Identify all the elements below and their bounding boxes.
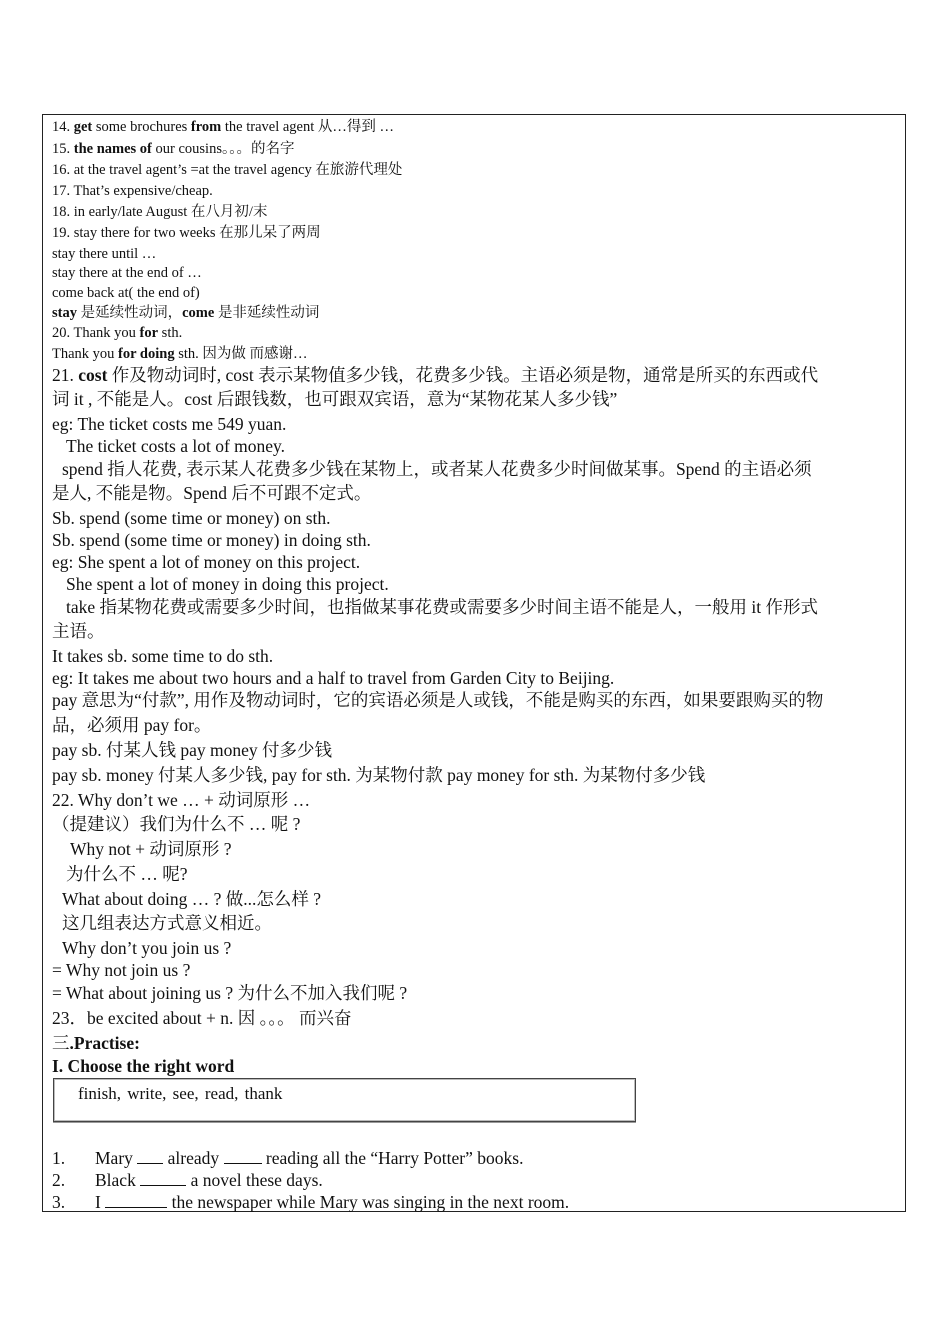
note-21-line1: 21. cost 作及物动词时, cost 表示某物值多少钱，花费多少钱。主语必须是物，通常是所买的东西或代 — [52, 365, 819, 385]
note-22-line1: 22. Why don’t we … + 动词原形 … — [52, 790, 311, 810]
note-19c: come back at( the end of) — [52, 285, 200, 301]
note-21-line4: The ticket costs a lot of money. — [66, 436, 286, 456]
note-21-line7: Sb. spend (some time or money) on sth. — [52, 508, 331, 528]
question-3-number: 3. — [52, 1192, 66, 1212]
question-2: Black a novel these days. — [95, 1170, 323, 1190]
note-22-line6: 这几组表达方式意义相近。 — [62, 913, 272, 933]
note-22-line3: Why not + 动词原形 ? — [70, 839, 232, 859]
note-20: 20. Thank you for sth. — [52, 325, 183, 341]
note-19: 19. stay there for two weeks 在那儿呆了两周 — [52, 225, 321, 241]
note-22-line8: = Why not join us ? — [52, 960, 191, 980]
note-22-line2: （提建议）我们为什么不 … 呢 ? — [52, 814, 301, 834]
note-18: 18. in early/late August 在八月初/末 — [52, 204, 268, 220]
note-21-line5: spend 指人花费, 表示某人花费多少钱在某物上，或者某人花费多少时间做某事。Spend 的主语必须 — [62, 459, 812, 479]
note-21-line12: 主语。 — [52, 621, 105, 641]
note-15: 15. the names of our cousins。。。的名字 — [52, 141, 295, 157]
note-21-line10: She spent a lot of money in doing this project. — [66, 574, 389, 594]
question-1-number: 1. — [52, 1148, 66, 1168]
note-14: 14. get some brochures from the travel agent 从…得到 … — [52, 119, 395, 135]
word-bank-box — [53, 1078, 636, 1122]
note-19b: stay there at the end of … — [52, 265, 202, 281]
note-19a: stay there until … — [52, 246, 157, 262]
note-21-line6: 是人, 不能是物。Spend 后不可跟不定式。 — [52, 483, 372, 503]
answer-blank[interactable] — [105, 1193, 167, 1208]
practise-section-title: I. Choose the right word — [52, 1056, 235, 1076]
note-21-line11: take 指某物花费或需要多少时间，也指做某事花费或需要多少时间主语不能是人，一般用 it 作形式 — [66, 597, 818, 617]
answer-blank[interactable] — [137, 1149, 163, 1164]
note-21-line17: pay sb. 付某人钱 pay money 付多少钱 — [52, 740, 332, 760]
note-21-line18: pay sb. money 付某人多少钱, pay for sth. 为某物付款 pay money for sth. 为某物付多少钱 — [52, 765, 706, 785]
note-17: 17. That’s expensive/cheap. — [52, 183, 213, 199]
word-bank-text: finish, write, see, read, thank — [78, 1084, 283, 1103]
answer-blank[interactable] — [224, 1149, 262, 1164]
note-21-line13: It takes sb. some time to do sth. — [52, 646, 274, 666]
note-22-line5: What about doing … ? 做...怎么样 ? — [62, 889, 322, 909]
note-21-line9: eg: She spent a lot of money on this project. — [52, 552, 361, 572]
note-21-line2: 词 it , 不能是人。cost 后跟钱数，也可跟双宾语，意为“某物花某人多少钱” — [52, 389, 618, 409]
question-3: I the newspaper while Mary was singing in the next room. — [95, 1192, 570, 1212]
answer-blank[interactable] — [140, 1171, 186, 1186]
question-1: Mary already reading all the “Harry Potter” books. — [95, 1148, 524, 1168]
note-21-line14: eg: It takes me about two hours and a half to travel from Garden City to Beijing. — [52, 668, 615, 688]
question-2-number: 2. — [52, 1170, 66, 1190]
note-22-line7: Why don’t you join us ? — [62, 938, 232, 958]
note-21-line16: 品，必须用 pay for。 — [52, 715, 212, 735]
note-16: 16. at the travel agent’s =at the travel agency 在旅游代理处 — [52, 162, 403, 178]
note-23: 23．be excited about + n. 因 。。。 而兴奋 — [52, 1008, 352, 1028]
note-21-line3: eg: The ticket costs me 549 yuan. — [52, 414, 287, 434]
note-22-line9: = What about joining us ? 为什么不加入我们呢 ? — [52, 983, 408, 1003]
note-21-line15: pay 意思为“付款”, 用作及物动词时，它的宾语必须是人或钱，不能是购买的东西，如果要跟购买的物 — [52, 690, 824, 710]
note-20a: Thank you for doing sth. 因为做 而感谢… — [52, 346, 308, 362]
note-22-line4: 为什么不 … 呢? — [66, 864, 188, 884]
note-19d: stay 是延续性动词，come 是非延续性动词 — [52, 305, 320, 321]
practise-heading: 三.Practise: — [52, 1033, 140, 1053]
note-21-line8: Sb. spend (some time or money) in doing sth. — [52, 530, 371, 550]
